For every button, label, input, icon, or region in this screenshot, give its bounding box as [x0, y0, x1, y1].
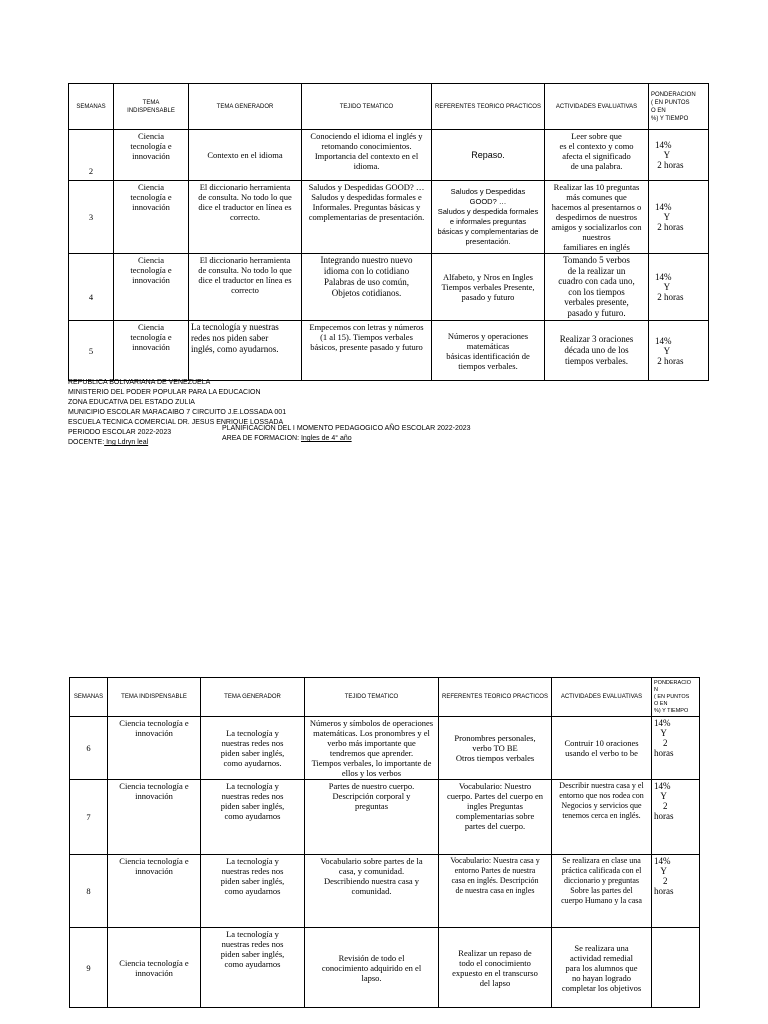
referentes-cell: Saludos y Despedidas GOOD? … Saludos y despedida formales e informales preguntas básicas y complementarias de presentación.: [432, 181, 545, 254]
school-line: ESCUELA TECNICA COMERCIAL DR. JESUS ENRIQUE LOSSADA: [68, 419, 284, 426]
referentes-cell: Vocabulario: Nuestra casa y entorno Partes de nuestra casa en inglés. Descripción de nuestra casa en ingles: [439, 855, 552, 928]
header-actividades: ACTIVIDADES EVALUATIVAS: [552, 678, 652, 717]
referentes-cell: Alfabeto, y Nros en Ingles Tiempos verbales Presente, pasado y futuro: [432, 254, 545, 321]
tema-cell: Ciencia tecnología e innovación: [108, 855, 201, 928]
ponderacion-cell: 14% Y 2 horas: [649, 130, 709, 181]
generador-cell: Contexto en el idioma: [189, 130, 302, 181]
table-row: [70, 780, 700, 855]
tejido-cell: Números y símbolos de operaciones matemáticas. Los pronombres y el verbo más importante que tendremos que aprender. Tiempos verbales, lo importante de ellos y los verbos: [305, 717, 439, 780]
plan-title: PLANIFICACION DEL I MOMENTO PEDAGOGICO AÑO ESCOLAR 2022-2023: [222, 425, 471, 432]
referentes-cell: Pronombres personales, verbo TO BE Otros tiempos verbales: [439, 717, 552, 780]
period-line: PERIODO ESCOLAR 2022-2023: [68, 429, 172, 436]
ponderacion-cell: 14% Y 2 horas: [652, 717, 700, 780]
plan-title-block: [222, 424, 471, 444]
actividades-cell: Contruir 10 oraciones usando el verbo to be: [552, 717, 652, 780]
zone-line: ZONA EDUCATIVA DEL ESTADO ZULIA: [68, 399, 195, 406]
header-tema-generador: TEMA GENERADOR: [201, 678, 305, 717]
table-header-row: [69, 84, 709, 130]
tema-cell: Ciencia tecnología e innovación: [108, 717, 201, 780]
planning-table-2: [69, 677, 700, 1008]
header-semanas: SEMANAS: [70, 678, 108, 717]
generador-cell: La tecnología y nuestras redes nos piden saber inglés, como ayudarnos: [201, 780, 305, 855]
ponderacion-cell: [652, 928, 700, 1008]
generador-cell: La tecnología y nuestras redes nos piden saber inglés, como ayudarnos: [201, 855, 305, 928]
republic-line: REPUBLICA BOLIVARIANA DE VENEZUELA: [68, 379, 211, 386]
tema-cell: Ciencia tecnología e innovación: [108, 780, 201, 855]
generador-cell: El diccionario herramienta de consulta. No todo lo que dice el traductor en línea es correcto: [189, 254, 302, 321]
tejido-cell: Partes de nuestro cuerpo. Descripción corporal y preguntas: [305, 780, 439, 855]
header-ponderacion: PONDERACIO N ( EN PUNTOS O EN %) Y TIEMPO: [652, 678, 700, 717]
tema-cell: Ciencia tecnología e innovación: [114, 181, 189, 254]
header-tejido-tematico: TEJIDO TEMATICO: [302, 84, 432, 130]
actividades-cell: Se realizara en clase una práctica calificada con el diccionario y preguntas Sobre las partes del cuerpo Humano y la casa: [552, 855, 652, 928]
week-number: 8: [70, 855, 108, 928]
ponderacion-cell: 14% Y 2 horas: [649, 181, 709, 254]
week-number: 9: [70, 928, 108, 1008]
ponderacion-cell: 14% Y 2 horas: [652, 780, 700, 855]
area-value: Ingles de 4° año: [300, 435, 352, 442]
ponderacion-cell: 14% Y 2 horas: [649, 321, 709, 381]
header-tema-generador: TEMA GENERADOR: [189, 84, 302, 130]
generador-cell: El diccionario herramienta de consulta. No todo lo que dice el traductor en línea es correcto.: [189, 181, 302, 254]
tejido-cell: Empecemos con letras y números (1 al 15). Tiempos verbales básicos, presente pasado y futuro: [302, 321, 432, 381]
tejido-cell: Integrando nuestro nuevo idioma con lo cotidiano Palabras de uso común, Objetos cotidianos.: [302, 254, 432, 321]
municipality-line: MUNICIPIO ESCOLAR MARACAIBO 7 CIRCUITO J.E.LOSSADA 001: [68, 409, 287, 416]
tejido-cell: Vocabulario sobre partes de la casa, y comunidad. Describiendo nuestra casa y comunidad.: [305, 855, 439, 928]
area-label: AREA DE FORMACION:: [222, 435, 301, 442]
header-tejido-tematico: TEJIDO TEMATICO: [305, 678, 439, 717]
tema-cell: Ciencia tecnología e innovación: [114, 130, 189, 181]
week-number: 4: [69, 254, 114, 321]
table-row: [70, 855, 700, 928]
actividades-cell: Realizar las 10 preguntas más comunes que hacemos al presentarnos o despedirnos de nuestros amigos y socializarlos con nuestros familiares en inglés: [545, 181, 649, 254]
table-row: [69, 130, 709, 181]
tema-cell: Ciencia tecnología e innovación: [114, 254, 189, 321]
week-number: 3: [69, 181, 114, 254]
week-number: 2: [69, 130, 114, 181]
header-referentes: REFERENTES TEORICO PRACTICOS: [432, 84, 545, 130]
ministry-line: MINISTERIO DEL PODER POPULAR PARA LA EDUCACION: [68, 389, 261, 396]
table-header-row: [70, 678, 700, 717]
generador-cell: La tecnología y nuestras redes nos piden saber inglés, como ayudarnos.: [201, 717, 305, 780]
table-row: [69, 181, 709, 254]
week-number: 5: [69, 321, 114, 381]
referentes-cell: Vocabulario: Nuestro cuerpo. Partes del cuerpo en ingles Preguntas complementarias sobre partes del cuerpo.: [439, 780, 552, 855]
ponderacion-cell: 14% Y 2 horas: [652, 855, 700, 928]
table-row: [69, 321, 709, 381]
generador-cell: La tecnología y nuestras redes nos piden saber inglés, como ayudarnos: [201, 928, 305, 1008]
header-tema-indispensable: TEMA INDISPENSABLE: [114, 84, 189, 130]
generador-cell: La tecnología y nuestras redes nos piden saber inglés, como ayudarnos.: [189, 321, 302, 381]
referentes-cell: Repaso.: [432, 130, 545, 181]
tema-cell: Ciencia tecnología e innovación: [108, 928, 201, 1008]
area-line: [222, 434, 471, 444]
docente-name: Ing Ldryn leal: [104, 439, 149, 446]
week-number: 7: [70, 780, 108, 855]
ponderacion-cell: 14% Y 2 horas: [649, 254, 709, 321]
referentes-cell: Números y operaciones matemáticas básicas identificación de tiempos verbales.: [432, 321, 545, 381]
header-ponderacion: PONDERACION ( EN PUNTOS O EN %) Y TIEMPO: [649, 84, 709, 130]
tema-cell: Ciencia tecnología e innovación: [114, 321, 189, 381]
tejido-cell: Conociendo el idioma el inglés y retomando conocimientos. Importancia del contexto en el idioma.: [302, 130, 432, 181]
actividades-cell: Tomando 5 verbos de la realizar un cuadro con cada uno, con los tiempos verbales presente, pasado y futuro.: [545, 254, 649, 321]
week-number: 6: [70, 717, 108, 780]
table-row: [70, 717, 700, 780]
tejido-cell: Revisión de todo el conocimiento adquirido en el lapso.: [305, 928, 439, 1008]
table-row: [69, 254, 709, 321]
tejido-cell: Saludos y Despedidas GOOD? … Saludos y despedidas formales e Informales. Preguntas básicas y complementarias de presentación.: [302, 181, 432, 254]
actividades-cell: Describir nuestra casa y el entorno que nos rodea con Negocios y servicios que tenemos cerca en inglés.: [552, 780, 652, 855]
docente-label: DOCENTE:: [68, 439, 105, 446]
actividades-cell: Leer sobre que es el contexto y como afecta el significado de una palabra.: [545, 130, 649, 181]
planning-table-1: [68, 83, 709, 381]
header-semanas: SEMANAS: [69, 84, 114, 130]
actividades-cell: Se realizara una actividad remedial para los alumnos que no hayan logrado completar los objetivos: [552, 928, 652, 1008]
header-actividades: ACTIVIDADES EVALUATIVAS: [545, 84, 649, 130]
referentes-cell: Realizar un repaso de todo el conocimiento expuesto en el transcurso del lapso: [439, 928, 552, 1008]
header-tema-indispensable: TEMA INDISPENSABLE: [108, 678, 201, 717]
header-referentes: REFERENTES TEORICO PRACTICOS: [439, 678, 552, 717]
actividades-cell: Realizar 3 oraciones década uno de los tiempos verbales.: [545, 321, 649, 381]
table-row: [70, 928, 700, 1008]
